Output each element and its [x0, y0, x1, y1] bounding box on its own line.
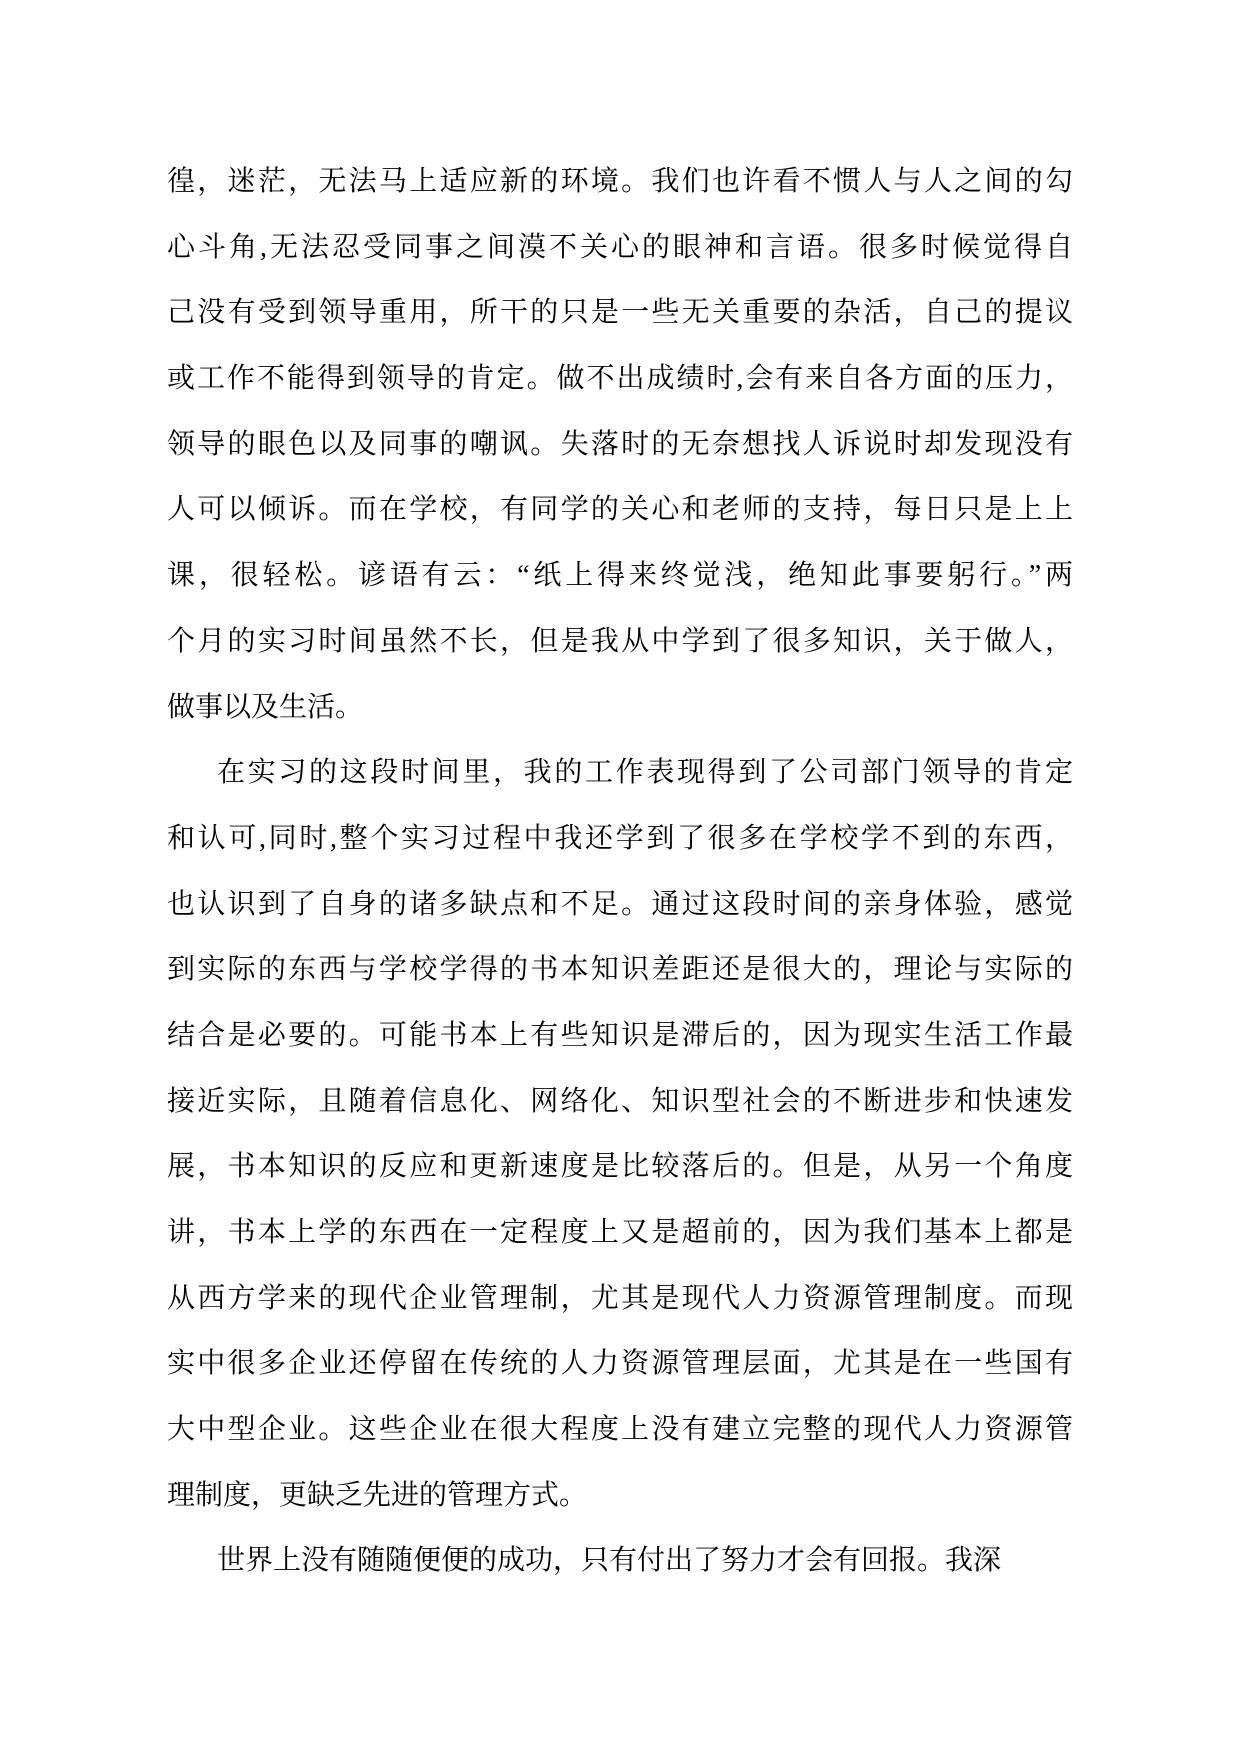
text-line: 也认识到了自身的诸多缺点和不足。通过这段时间的亲身体验，感觉: [167, 888, 1073, 920]
text-line: 徨，迷茫，无法马上适应新的环境。我们也许看不惯人与人之间的勾: [167, 166, 1073, 197]
paragraph: [167, 1528, 1073, 1594]
text-line: 到实际的东西与学校学得的书本知识差距还是很大的，理论与实际的: [167, 954, 1073, 986]
text-line: 展，书本知识的反应和更新速度是比较落后的。但是，从另一个角度: [167, 1151, 1073, 1183]
text-line: 己没有受到领导重用，所干的只是一些无关重要的杂活，自己的提议: [167, 297, 1073, 329]
text-line: 在实习的这段时间里，我的工作表现得到了公司部门领导的肯定: [217, 757, 1073, 789]
text-line: 实中很多企业还停留在传统的人力资源管理层面，尤其是在一些国有: [167, 1348, 1073, 1380]
body-text: [167, 149, 1073, 1594]
text-line: 心斗角,无法忍受同事之间漠不关心的眼神和言语。很多时候觉得自: [167, 231, 1073, 263]
text-line: 从西方学来的现代企业管理制，尤其是现代人力资源管理制度。而现: [167, 1282, 1073, 1314]
text-line: 和认可,同时,整个实习过程中我还学到了很多在学校学不到的东西，: [167, 822, 1073, 854]
text-line: 世界上没有随随便便的成功，只有付出了努力才会有回报。我深: [217, 1545, 1002, 1577]
text-line: 接近实际，且随着信息化、网络化、知识型社会的不断进步和快速发: [167, 1085, 1073, 1117]
text-line: 讲，书本上学的东西在一定程度上又是超前的，因为我们基本上都是: [167, 1217, 1073, 1248]
text-line: 人可以倾诉。而在学校，有同学的关心和老师的支持，每日只是上上: [167, 494, 1073, 526]
text-line: 个月的实习时间虽然不长，但是我从中学到了很多知识，关于做人，: [167, 625, 1073, 657]
text-line: 结合是必要的。可能书本上有些知识是滞后的，因为现实生活工作最: [167, 1019, 1073, 1051]
text-line: 做事以及生活。: [167, 691, 364, 723]
text-line: 理制度，更缺乏先进的管理方式。: [167, 1479, 588, 1511]
text-line: 课，很轻松。谚语有云：“纸上得来终觉浅，绝知此事要躬行。”两: [167, 560, 1073, 592]
text-line: 或工作不能得到领导的肯定。做不出成绩时,会有来自各方面的压力，: [167, 363, 1073, 395]
paragraph: [167, 740, 1073, 1528]
text-line: 大中型企业。这些企业在很大程度上没有建立完整的现代人力资源管: [167, 1414, 1073, 1446]
paragraph: [167, 149, 1073, 740]
text-line: 领导的眼色以及同事的嘲讽。失落时的无奈想找人诉说时却发现没有: [167, 428, 1073, 460]
